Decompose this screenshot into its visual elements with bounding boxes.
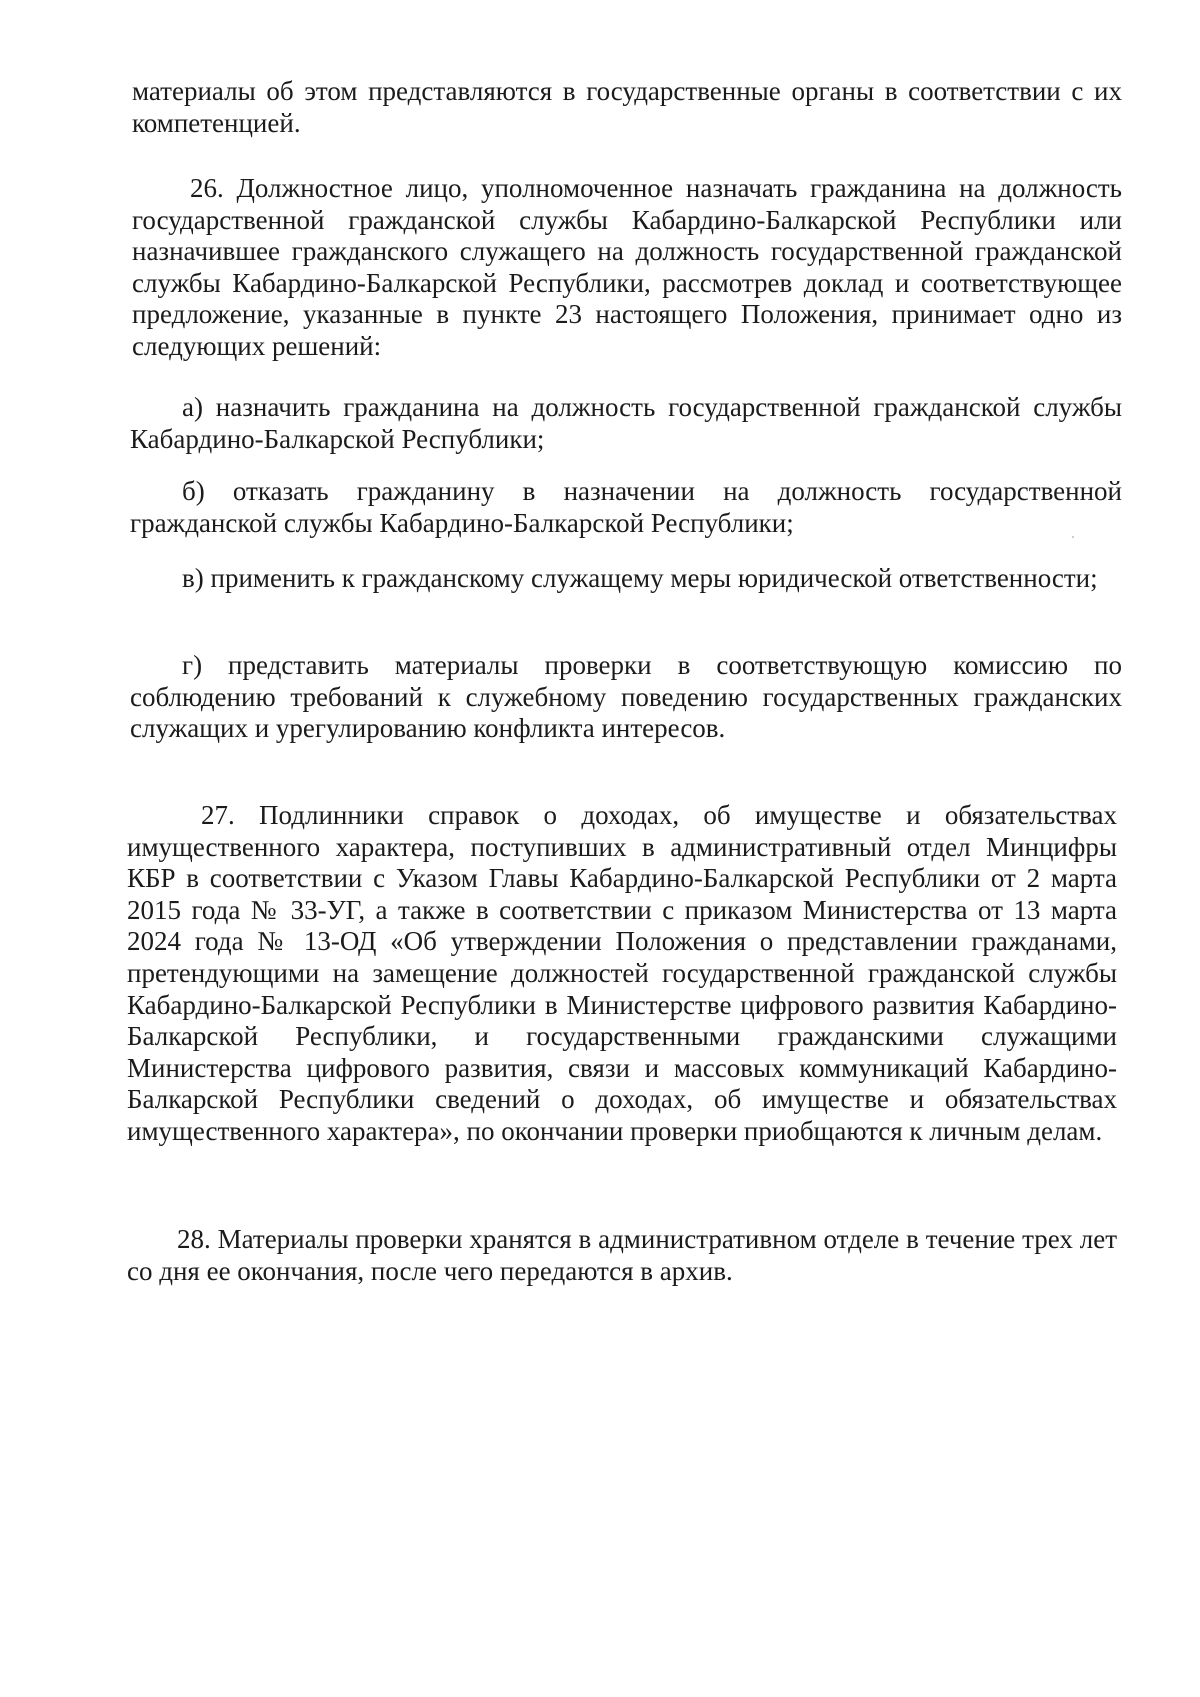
paragraph-continuation: материалы об этом представляются в государственные органы в соответствии с их компетенцией. [132,76,1122,138]
paragraph-26: 26. Должностное лицо, уполномоченное назначать гражданина на должность государственной гражданской службы Кабардино-Балкарской Республики или назначившее гражданского служащего на должность государственной гражданской службы Кабардино-Балкарской Республики, рассмотрев доклад и соответствующее предложение, указанные в пункте 23 настоящего Положения, принимает одно из следующих решений: [132,173,1122,361]
paragraph-26-item-b: б) отказать гражданину в назначении на должность государственной гражданской службы Кабардино-Балкарской Республики; [130,476,1122,538]
paragraph-26-item-g: г) представить материалы проверки в соответствующую комиссию по соблюдению требований к служебному поведению государственных гражданских служащих и урегулированию конфликта интересов. [130,650,1122,744]
paragraph-27: 27. Подлинники справок о доходах, об имуществе и обязательствах имущественного характера, поступивших в административный отдел Минцифры КБР в соответствии с Указом Главы Кабардино-Балкарской Республики от 2 марта 2015 года № 33-УГ, а также в соответствии с приказом Министерства от 13 марта 2024 года № 13-ОД «Об утверждении Положения о представлении гражданами, претендующими на замещение должностей государственной гражданской службы Кабардино-Балкарской Республики в Министерстве цифрового развития Кабардино-Балкарской Республики, и государственными гражданскими служащими Министерства цифрового развития, связи и массовых коммуникаций Кабардино-Балкарской Республики сведений о доходах, об имуществе и обязательствах имущественного характера», по окончании проверки приобщаются к личным делам. [127,800,1117,1146]
paragraph-26-item-v: в) применить к гражданскому служащему меры юридической ответственности; [182,563,1098,593]
paragraph-26-item-a: а) назначить гражданина на должность государственной гражданской службы Кабардино-Балкарской Республики; [130,392,1122,454]
scan-speck [1072,536,1074,538]
paragraph-28: 28. Материалы проверки хранятся в административном отделе в течение трех лет со дня ее окончания, после чего передаются в архив. [127,1224,1117,1286]
